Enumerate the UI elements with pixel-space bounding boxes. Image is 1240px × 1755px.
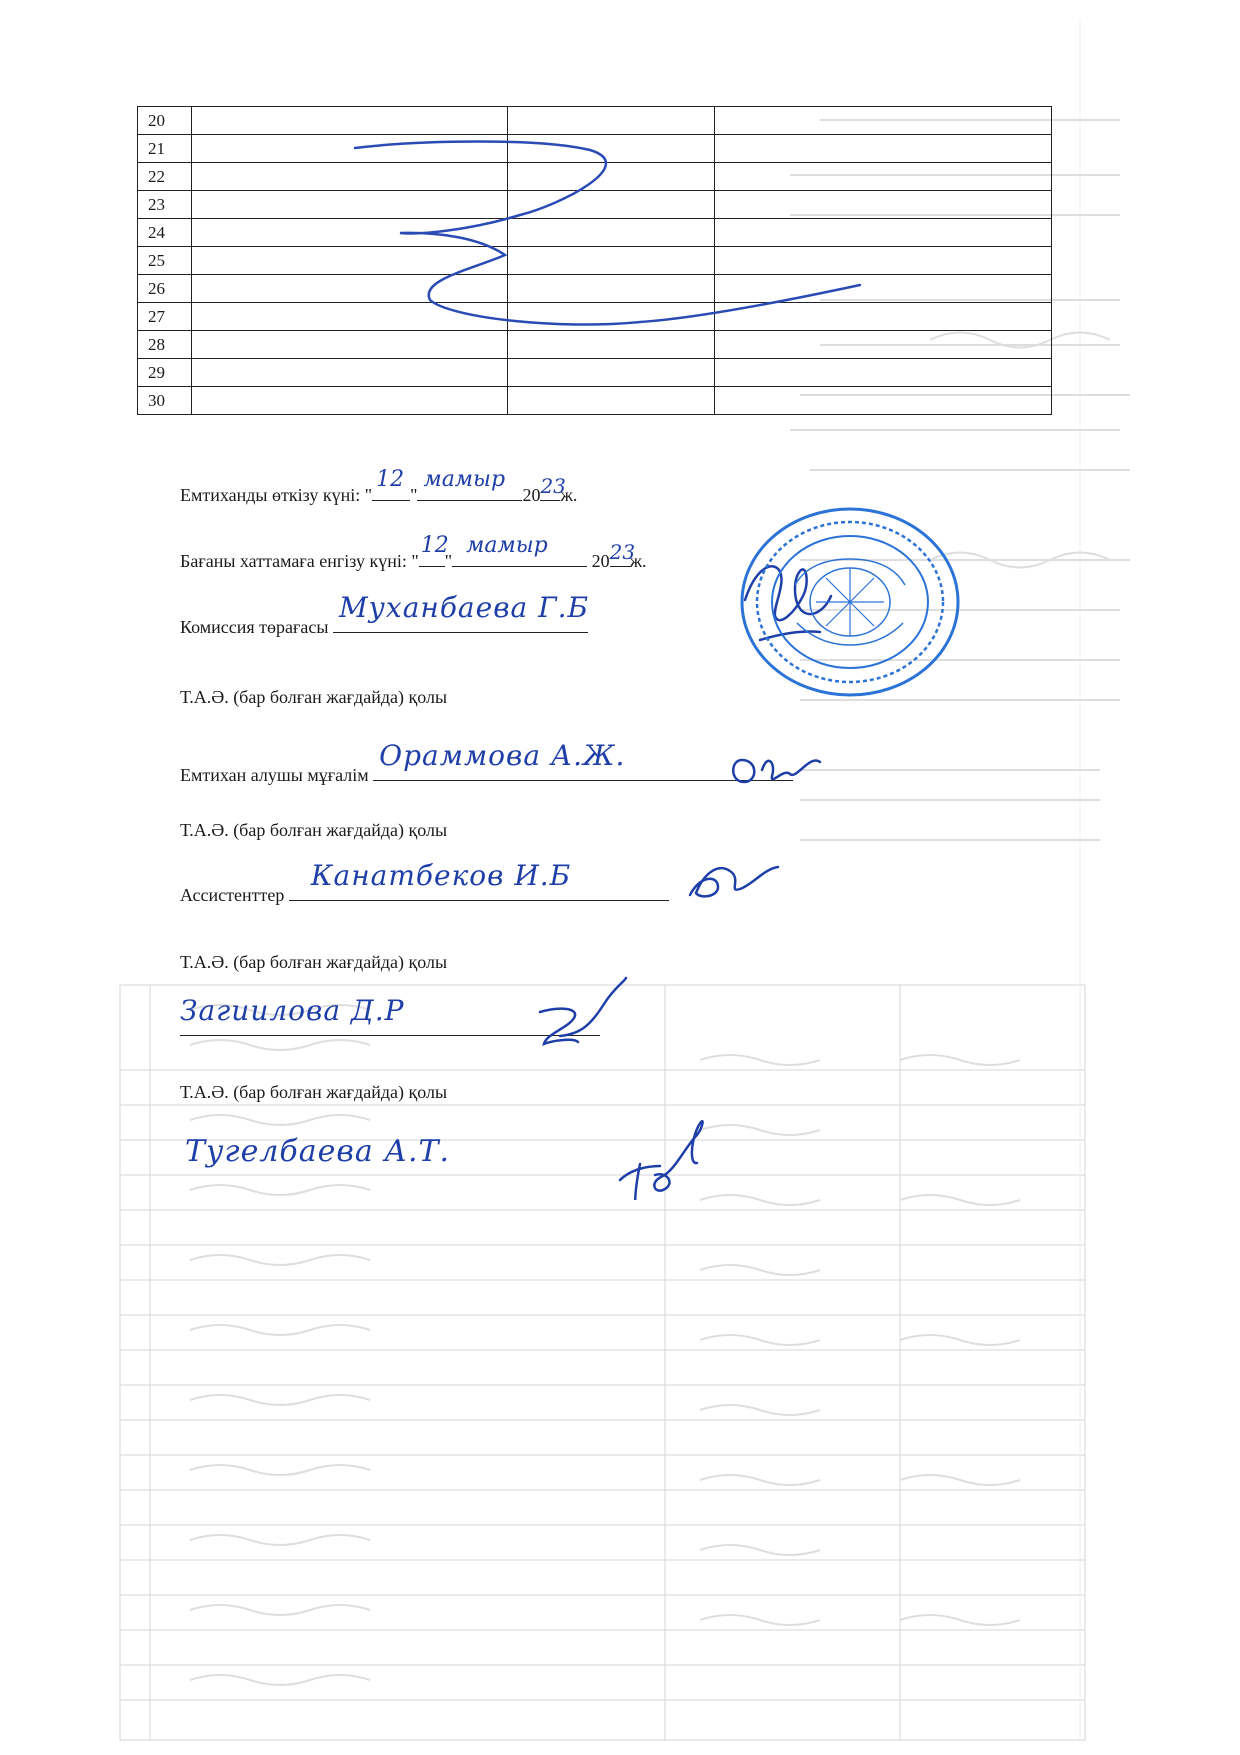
row-number: 30 [138, 387, 192, 415]
protocol-date-label: Бағаны хаттамаға енгізу күні: " [180, 551, 419, 571]
student-name-cell [192, 359, 508, 387]
assistants-signature-field [289, 859, 669, 901]
grade-cell [508, 275, 715, 303]
row-number: 26 [138, 275, 192, 303]
note-cell [715, 275, 1052, 303]
exam-year-field [540, 474, 566, 501]
assistant-3-line [185, 1134, 451, 1169]
assistants-line [180, 859, 669, 907]
grade-cell [508, 331, 715, 359]
student-name-cell [192, 219, 508, 247]
assistant-name-handwritten: Канатбеков И.Б [310, 859, 572, 892]
student-name-cell [192, 135, 508, 163]
exam-year-prefix: 20 [522, 485, 541, 505]
table-row [138, 331, 1052, 359]
grade-cell [508, 107, 715, 135]
chairman-label: Комиссия төрағасы [180, 617, 329, 637]
grade-cell [508, 247, 715, 275]
fio-caption-4: Т.А.Ә. (бар болған жағдайда) қолы [180, 1082, 448, 1102]
exam-day-field [372, 467, 410, 501]
protocol-year-value: 23 [609, 540, 636, 564]
exam-month-field [417, 467, 522, 501]
table-row [138, 135, 1052, 163]
protocol-month-value: мамыр [466, 533, 548, 558]
fio-caption-3: Т.А.Ә. (бар болған жағдайда) қолы [180, 952, 448, 972]
table-row [138, 107, 1052, 135]
assistant-2-signature-field [180, 994, 600, 1036]
assistant-signature-icon [690, 867, 778, 896]
row-number: 22 [138, 163, 192, 191]
row-number: 20 [138, 107, 192, 135]
chairman-signature-field [333, 591, 590, 633]
grade-cell [508, 387, 715, 415]
examiner-line [180, 739, 793, 787]
protocol-day-value: 12 [420, 533, 449, 558]
note-cell [715, 387, 1052, 415]
exam-date-line: Емтиханды өткізу күні: " 12 " мамыр 20 23 ж. [180, 467, 578, 505]
exam-year-value: 23 [540, 474, 566, 498]
exam-day-value: 12 [376, 467, 405, 492]
student-name-cell [192, 387, 508, 415]
table-row [138, 163, 1052, 191]
row-number: 25 [138, 247, 192, 275]
row-number: 27 [138, 303, 192, 331]
grade-cell [508, 219, 715, 247]
assistant-3-signature-icon [620, 1121, 703, 1200]
student-name-cell [192, 331, 508, 359]
table-row [138, 359, 1052, 387]
student-name-cell [192, 163, 508, 191]
exam-date-label: Емтиханды өткізу күні: " [180, 485, 373, 505]
protocol-year-prefix: 20 [591, 551, 610, 571]
grade-cell [508, 303, 715, 331]
note-cell [715, 359, 1052, 387]
fio-caption-1: Т.А.Ә. (бар болған жағдайда) қолы [180, 687, 448, 707]
row-number: 21 [138, 135, 192, 163]
protocol-month-field [452, 533, 587, 567]
examiner-label: Емтихан алушы мұғалім [180, 765, 369, 785]
table-row [138, 387, 1052, 415]
protocol-year-field [609, 540, 636, 567]
row-number: 24 [138, 219, 192, 247]
note-cell [715, 135, 1052, 163]
row-number: 29 [138, 359, 192, 387]
student-name-cell [192, 303, 508, 331]
examiner-signature-field [373, 739, 793, 781]
examiner-name-handwritten: Ораммова А.Ж. [379, 739, 626, 772]
grade-cell [508, 135, 715, 163]
table-row [138, 219, 1052, 247]
student-name-cell [192, 247, 508, 275]
note-cell [715, 191, 1052, 219]
grades-table [137, 106, 1052, 415]
chairman-line [180, 591, 590, 639]
exam-year-suffix: ж. [560, 485, 578, 505]
note-cell [715, 303, 1052, 331]
grade-cell [508, 163, 715, 191]
grade-cell [508, 191, 715, 219]
protocol-year-suffix: ж. [629, 551, 647, 571]
protocol-day-field [419, 533, 449, 567]
student-name-cell [192, 191, 508, 219]
assistant-2-name-handwritten: Загиилова Д.Р [180, 994, 405, 1027]
student-name-cell [192, 275, 508, 303]
table-row [138, 247, 1052, 275]
assistant-2-line [180, 994, 600, 1042]
grade-cell [508, 359, 715, 387]
student-name-cell [192, 107, 508, 135]
note-cell [715, 331, 1052, 359]
row-number: 28 [138, 331, 192, 359]
protocol-date-line: Бағаны хаттамаға енгізу күні: " 12 " мамыр 20 23 ж. [180, 533, 647, 571]
official-seal-stamp [735, 505, 965, 700]
assistants-label: Ассистенттер [180, 885, 285, 905]
table-row [138, 275, 1052, 303]
note-cell [715, 107, 1052, 135]
row-number: 23 [138, 191, 192, 219]
fio-caption-2: Т.А.Ә. (бар болған жағдайда) қолы [180, 820, 448, 840]
note-cell [715, 219, 1052, 247]
assistant-3-name-handwritten: Тугелбаева А.Т. [185, 1134, 451, 1169]
table-row [138, 303, 1052, 331]
note-cell [715, 247, 1052, 275]
note-cell [715, 163, 1052, 191]
exam-month-value: мамыр [423, 467, 506, 492]
chairman-name-handwritten: Муханбаева Г.Б [339, 591, 590, 624]
table-row [138, 191, 1052, 219]
